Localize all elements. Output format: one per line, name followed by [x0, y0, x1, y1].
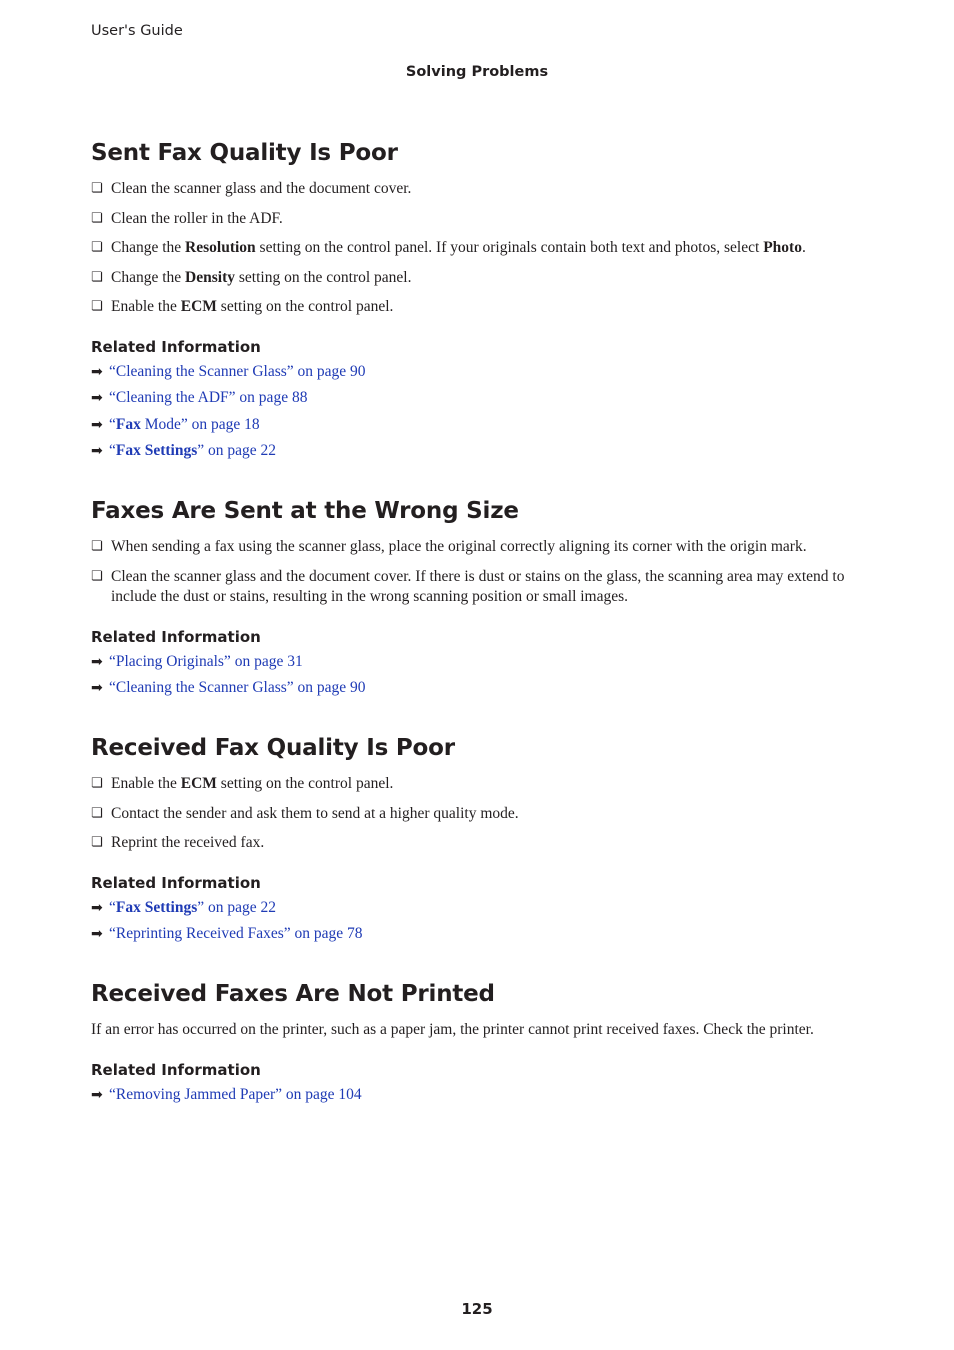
related-information-heading: Related Information	[91, 337, 261, 356]
related-information-heading: Related Information	[91, 627, 261, 646]
related-link-item	[91, 388, 871, 408]
related-link-item	[91, 652, 871, 672]
arrow-right-icon: ➡	[91, 1086, 103, 1103]
list-item: ❏ Enable the ECM setting on the control panel.	[91, 297, 871, 318]
link-reprinting-received-faxes[interactable]: “Reprinting Received Faxes” on page 78	[109, 925, 363, 942]
link-cleaning-adf[interactable]: “Cleaning the ADF” on page 88	[109, 389, 308, 406]
checkbox-bullet-icon: ❏	[91, 210, 103, 226]
arrow-right-icon: ➡	[91, 443, 103, 459]
checkbox-bullet-icon: ❏	[91, 568, 103, 584]
list-item: ❏ Clean the scanner glass and the document cover. If there is dust or stains on the glass, the scanning area may extend to include the dust or stains, resulting in the wrong scanning position or small images.	[91, 567, 845, 605]
related-link-item	[91, 678, 871, 698]
list-item: ❏ Change the Resolution setting on the control panel. If your originals contain both text and photos, select Photo.	[91, 238, 871, 259]
bullet-list	[91, 774, 871, 854]
body-paragraph: If an error has occurred on the printer, such as a paper jam, the printer cannot print received faxes. Check the printer.	[91, 1021, 814, 1038]
link-cleaning-scanner-glass[interactable]: “Cleaning the Scanner Glass” on page 90	[109, 362, 366, 380]
checkbox-bullet-icon: ❏	[91, 805, 103, 821]
page-number: 125	[461, 1300, 493, 1318]
arrow-right-icon: ➡	[91, 926, 103, 942]
related-link-item	[91, 362, 871, 382]
related-information-heading: Related Information	[91, 873, 261, 892]
list-item: ❏ Enable the ECM setting on the control panel.	[91, 774, 871, 795]
section-title: Sent Fax Quality Is Poor	[91, 140, 398, 166]
arrow-right-icon: ➡	[91, 899, 103, 916]
section-received-fax-quality	[91, 728, 871, 944]
page-content	[91, 133, 871, 1135]
checkbox-bullet-icon: ❏	[91, 539, 103, 554]
link-removing-jammed-paper[interactable]: “Removing Jammed Paper” on page 104	[109, 1085, 362, 1103]
list-item: ❏ When sending a fax using the scanner glass, place the original correctly aligning its corner with the origin mark.	[91, 537, 871, 558]
link-placing-originals[interactable]: “Placing Originals” on page 31	[109, 652, 303, 670]
list-item: ❏ Change the Density setting on the control panel.	[91, 268, 871, 289]
link-fax-settings[interactable]: “Fax Settings” on page 22	[109, 898, 277, 916]
checkbox-bullet-icon: ❏	[91, 181, 103, 196]
link-cleaning-scanner-glass[interactable]: “Cleaning the Scanner Glass” on page 90	[109, 679, 366, 696]
bullet-list	[91, 179, 871, 318]
related-information-heading: Related Information	[91, 1060, 261, 1079]
related-links	[91, 1085, 871, 1105]
list-item: ❏ Contact the sender and ask them to send at a higher quality mode.	[91, 804, 871, 825]
section-faxes-not-printed	[91, 974, 871, 1105]
section-title: Faxes Are Sent at the Wrong Size	[91, 498, 519, 524]
checkbox-bullet-icon: ❏	[91, 269, 103, 285]
related-link-item	[91, 898, 871, 918]
arrow-right-icon: ➡	[91, 363, 103, 380]
running-header-guide: User's Guide	[91, 23, 183, 39]
checkbox-bullet-icon: ❏	[91, 240, 103, 255]
bullet-list	[91, 537, 871, 608]
checkbox-bullet-icon: ❏	[91, 299, 103, 314]
arrow-right-icon: ➡	[91, 653, 103, 670]
running-header-section: Solving Problems	[405, 64, 549, 80]
related-link-item	[91, 415, 871, 435]
related-link-item	[91, 1085, 871, 1105]
arrow-right-icon: ➡	[91, 416, 103, 433]
list-item: ❏ Clean the scanner glass and the document cover.	[91, 179, 871, 200]
arrow-right-icon: ➡	[91, 680, 103, 696]
section-wrong-size	[91, 491, 871, 698]
link-fax-settings[interactable]: “Fax Settings” on page 22	[109, 442, 277, 459]
related-link-item	[91, 924, 871, 944]
link-fax-mode[interactable]: “Fax Mode” on page 18	[109, 415, 260, 433]
section-sent-fax-quality	[91, 133, 871, 461]
related-links	[91, 652, 871, 699]
checkbox-bullet-icon: ❏	[91, 835, 103, 850]
arrow-right-icon: ➡	[91, 390, 103, 406]
list-item: ❏ Reprint the received fax.	[91, 833, 871, 854]
checkbox-bullet-icon: ❏	[91, 776, 103, 791]
related-links	[91, 898, 871, 945]
section-title: Received Fax Quality Is Poor	[91, 735, 455, 761]
related-link-item	[91, 441, 871, 461]
section-title: Received Faxes Are Not Printed	[91, 981, 495, 1007]
related-links	[91, 362, 871, 462]
list-item: ❏ Clean the roller in the ADF.	[91, 209, 871, 230]
